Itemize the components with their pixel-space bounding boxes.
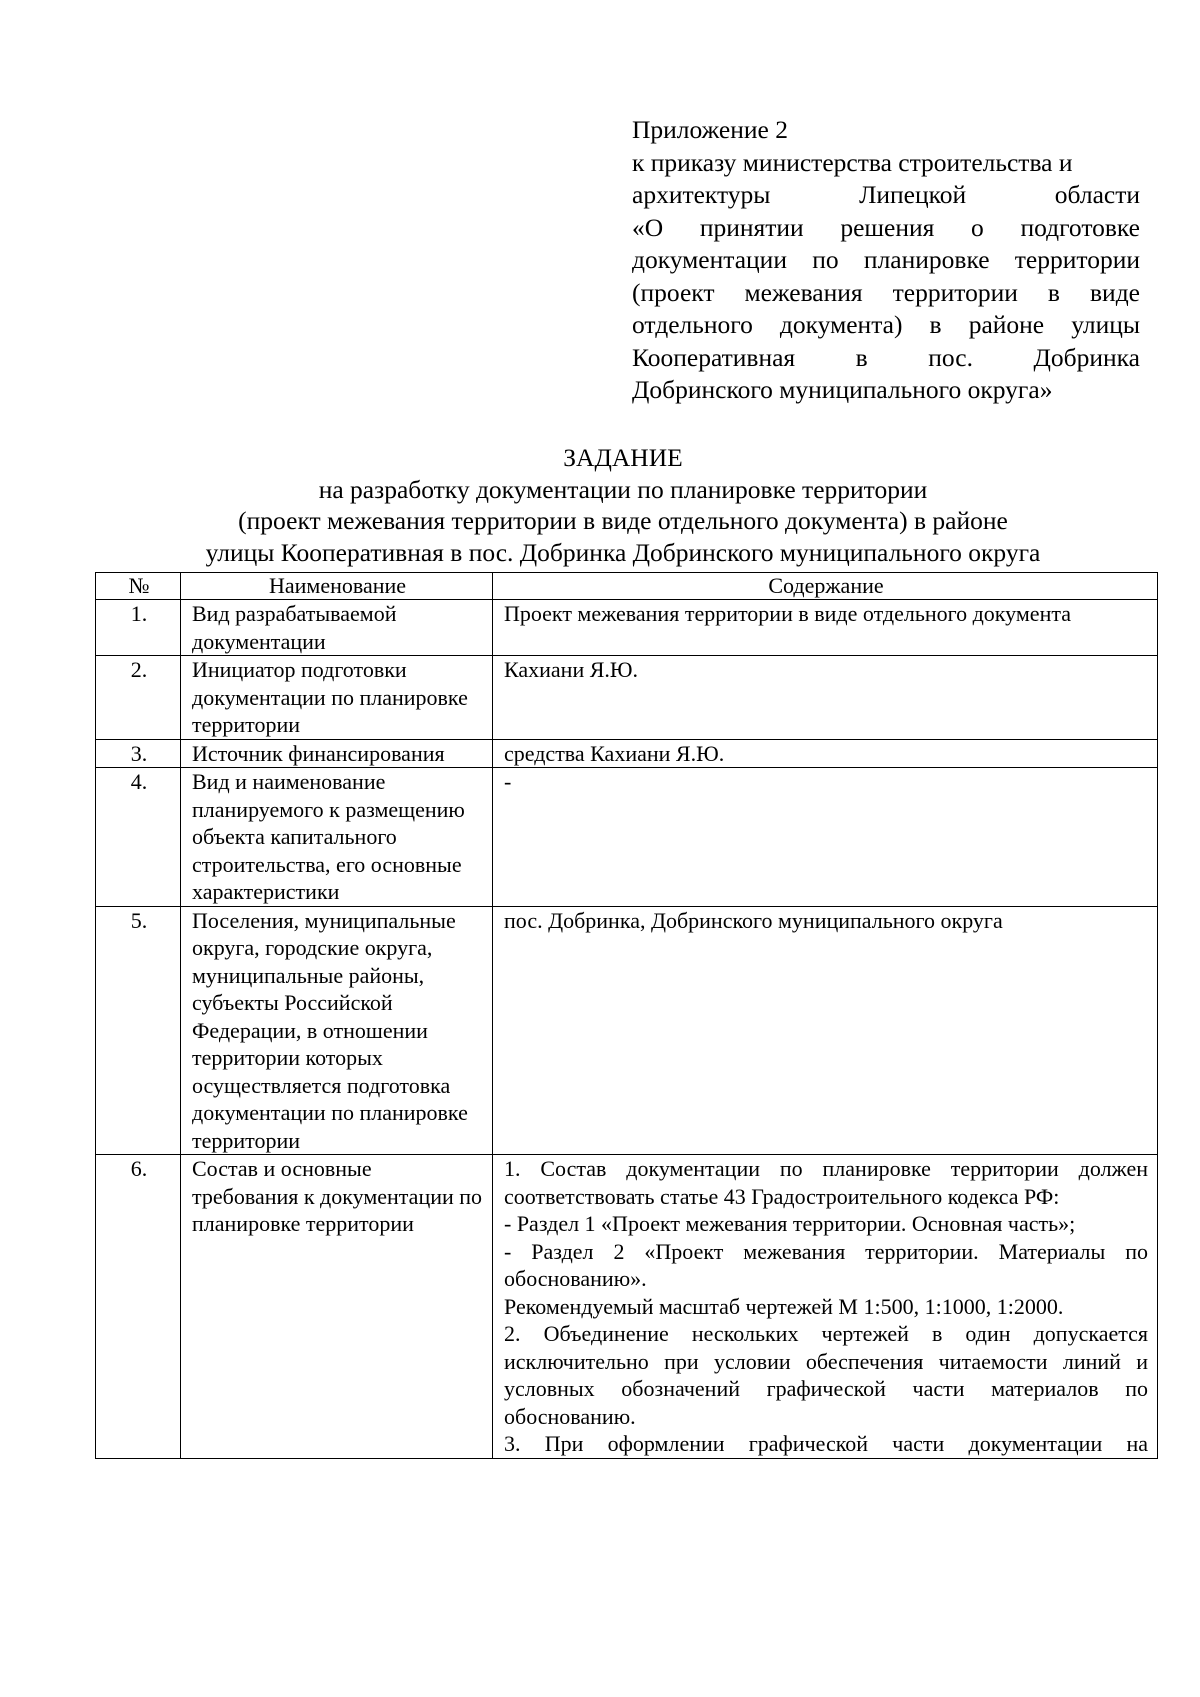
appendix-line: Кооперативная в пос. Добринка xyxy=(632,342,1140,372)
row-name: Состав и основные требования к документации по планировке территории xyxy=(181,1155,493,1459)
row-number: 2. xyxy=(96,656,181,740)
content-paragraph: Проект межевания территории в виде отдельного документа xyxy=(504,601,1071,626)
document-subtitle-line: улицы Кооперативная в пос. Добринка Добринского муниципального округа xyxy=(205,537,1041,567)
content-paragraph: средства Кахиани Я.Ю. xyxy=(504,740,725,766)
row-name: Вид и наименование планируемого к размещению объекта капитального строительства, его основные характеристики xyxy=(181,768,493,907)
task-table xyxy=(95,572,1158,1459)
content-paragraph: - Раздел 2 «Проект межевания территории. Материалы по обоснованию». xyxy=(504,1238,1148,1291)
header-number: № xyxy=(96,573,181,600)
appendix-line: Приложение 2 xyxy=(632,115,788,144)
row-content xyxy=(493,600,1158,656)
appendix-block xyxy=(632,114,1140,407)
row-name: Инициатор подготовки документации по планировке территории xyxy=(181,656,493,740)
row-content xyxy=(493,906,1158,1155)
content-paragraph: Кахиани Я.Ю. xyxy=(504,657,639,682)
row-number: 3. xyxy=(96,739,181,768)
content-paragraph: 3. При оформлении графической части документации на xyxy=(504,1431,1148,1456)
document-title-block xyxy=(95,442,1151,568)
document-subtitle-line: (проект межевания территории в виде отдельного документа) в районе xyxy=(238,506,1008,535)
row-content xyxy=(493,768,1158,907)
row-number: 1. xyxy=(96,600,181,656)
table-row xyxy=(96,906,1158,1155)
content-paragraph: 2. Объединение нескольких чертежей в один допускается исключительно при условии обеспечения читаемости линий и условных обозначений графической части материалов по обоснованию. xyxy=(504,1321,1148,1429)
appendix-line: к приказу министерства строительства и xyxy=(632,147,1073,177)
row-content xyxy=(493,1155,1158,1459)
appendix-line: Добринского муниципального округа» xyxy=(632,375,1053,404)
appendix-line: архитектуры Липецкой области xyxy=(632,180,1140,209)
row-content xyxy=(493,656,1158,740)
content-paragraph: - xyxy=(504,769,512,794)
row-name: Поселения, муниципальные округа, городские округа, муниципальные районы, субъекты Российской Федерации, в отношении территории которых осуществляется подготовка документации по планировке территории xyxy=(181,906,493,1155)
document-subtitle-line: на разработку документации по планировке территории xyxy=(318,474,928,504)
header-content: Содержание xyxy=(493,573,1158,600)
table-row xyxy=(96,1155,1158,1459)
row-content xyxy=(493,739,1158,768)
appendix-line: документации по планировке территории xyxy=(632,245,1140,274)
table-row xyxy=(96,600,1158,656)
appendix-line: (проект межевания территории в виде xyxy=(632,277,1140,307)
row-number: 4. xyxy=(96,768,181,907)
table-row xyxy=(96,656,1158,740)
row-number: 6. xyxy=(96,1155,181,1459)
table-row xyxy=(96,768,1158,907)
row-number: 5. xyxy=(96,906,181,1155)
header-name: Наименование xyxy=(181,573,493,600)
content-paragraph: пос. Добринка, Добринского муниципального округа xyxy=(504,907,1003,933)
content-paragraph: 1. Состав документации по планировке территории должен соответствовать статье 43 Градостроительного кодекса РФ: xyxy=(504,1156,1148,1209)
content-paragraph: Рекомендуемый масштаб чертежей М 1:500, 1:1000, 1:2000. xyxy=(504,1293,1064,1319)
content-paragraph: - Раздел 1 «Проект межевания территории. Основная часть»; xyxy=(504,1211,1076,1236)
appendix-line: отдельного документа) в районе улицы xyxy=(632,310,1140,339)
row-name: Источник финансирования xyxy=(181,739,493,768)
appendix-line: «О принятии решения о подготовке xyxy=(632,212,1140,242)
table-header-row xyxy=(96,573,1158,600)
row-name: Вид разрабатываемой документации xyxy=(181,600,493,656)
document-heading: ЗАДАНИЕ xyxy=(563,443,683,472)
table-row xyxy=(96,739,1158,768)
